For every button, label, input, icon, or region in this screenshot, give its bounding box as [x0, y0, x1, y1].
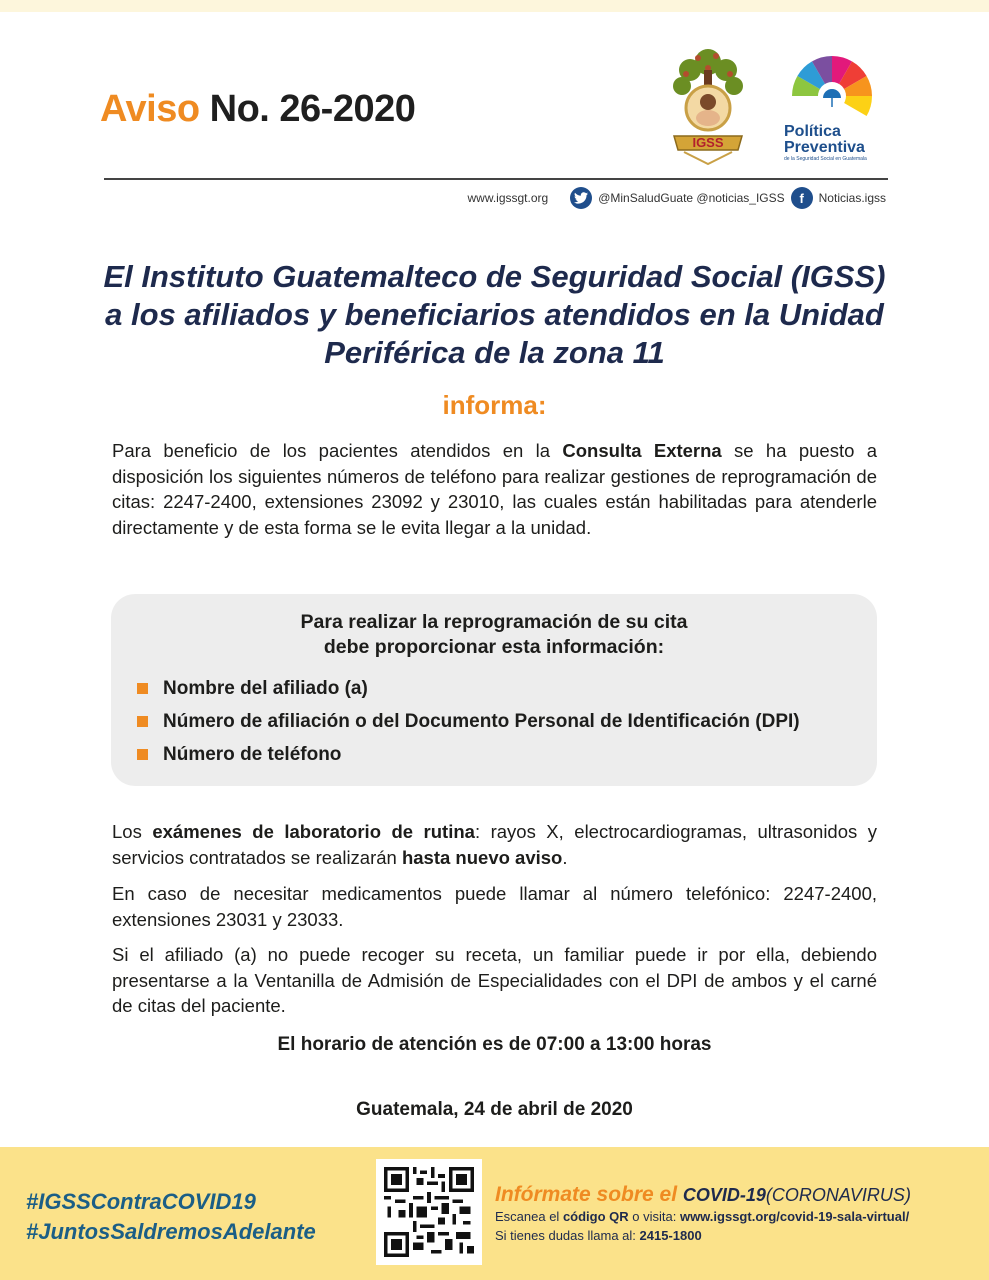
- website-link[interactable]: www.igssgt.org: [467, 191, 549, 205]
- covid-site-link[interactable]: www.igssgt.org/covid-19-sala-virtual/: [679, 1209, 910, 1224]
- covid-info-qr-line: Escanea el código QR o visita: www.igssgt.org/covid-19-sala-virtual/: [495, 1209, 910, 1224]
- list-item: Número de teléfono: [137, 738, 800, 771]
- qr-code[interactable]: [376, 1159, 482, 1265]
- required-info-list: [137, 672, 800, 771]
- paragraph-consulta-externa: Para beneficio de los pacientes atendidos en la Consulta Externa se ha puesto a disposición los siguientes números de teléfono para realizar gestiones de reprogramación de citas: 2247-2400, extensiones 23092 y 23010, las cuales están habilitadas para atenderle directamente y de esta forma se le evita llegar a la unidad.: [112, 440, 877, 538]
- politica-preventiva-logo: [782, 52, 894, 164]
- twitter-handles[interactable]: @MinSaludGuate @noticias_IGSS: [598, 191, 785, 205]
- igss-logo: [668, 44, 748, 166]
- paragraph-receta: Si el afiliado (a) no puede recoger su receta, un familiar puede ir por ella, debiendo presentarse a la Ventanilla de Admisión de Especialidades con el DPI de ambos y el carné de citas del paciente.: [112, 944, 877, 1016]
- notice-title: [100, 88, 415, 131]
- paragraph-medicamentos: En caso de necesitar medicamentos puede llamar al número telefónico: 2247-2400, extensiones 23031 y 23033.: [112, 883, 877, 930]
- covid-phone-number: 2415-1800: [639, 1228, 702, 1243]
- facebook-icon: f: [791, 187, 813, 209]
- pp-logo-line1: Política: [784, 123, 841, 140]
- notice-word: Aviso: [100, 88, 200, 130]
- covid-info-phone-line: Si tienes dudas llama al: 2415-1800: [495, 1228, 702, 1243]
- square-bullet-icon: [137, 749, 148, 760]
- informa-label: informa:: [442, 390, 547, 420]
- igss-logo-text: IGSS: [692, 135, 724, 150]
- hashtag-covid: #IGSSContraCOVID19: [26, 1189, 256, 1214]
- header-divider: [104, 178, 888, 180]
- paragraph-laboratorio: Los exámenes de laboratorio de rutina: rayos X, electrocardiogramas, ultrasonidos y servicios contratados se realizarán hasta nuevo aviso.: [112, 821, 877, 868]
- pp-logo-line2: Preventiva: [784, 139, 865, 156]
- square-bullet-icon: [137, 683, 148, 694]
- notice-number: No. 26-2020: [209, 88, 416, 130]
- headline: El Instituto Guatemalteco de Seguridad Social (IGSS) a los afiliados y beneficiarios atendidos en la Unidad Periférica de la zona 11: [103, 259, 886, 370]
- date-line: Guatemala, 24 de abril de 2020: [356, 1099, 633, 1120]
- office-hours: El horario de atención es de 07:00 a 13:00 horas: [277, 1034, 712, 1055]
- twitter-icon: [570, 187, 592, 209]
- facebook-page[interactable]: Noticias.igss: [818, 191, 886, 205]
- list-item: Número de afiliación o del Documento Personal de Identificación (DPI): [137, 705, 800, 738]
- pp-logo-line3: de la Seguridad Social en Guatemala: [784, 156, 867, 162]
- hashtag-juntos: #JuntosSaldremosAdelante: [26, 1219, 316, 1244]
- hashtags: [26, 1187, 316, 1247]
- list-item: Nombre del afiliado (a): [137, 672, 800, 705]
- qr-code-icon: [384, 1167, 474, 1257]
- square-bullet-icon: [137, 716, 148, 727]
- covid-info: [495, 1183, 911, 1245]
- covid-info-heading: Infórmate sobre el COVID-19(CORONAVIRUS): [495, 1183, 911, 1206]
- social-links: [467, 185, 886, 211]
- box-title: Para realizar la reprogramación de su cita debe proporcionar esta información:: [300, 611, 688, 658]
- top-strip: [0, 0, 989, 12]
- info-required-box: [111, 594, 877, 786]
